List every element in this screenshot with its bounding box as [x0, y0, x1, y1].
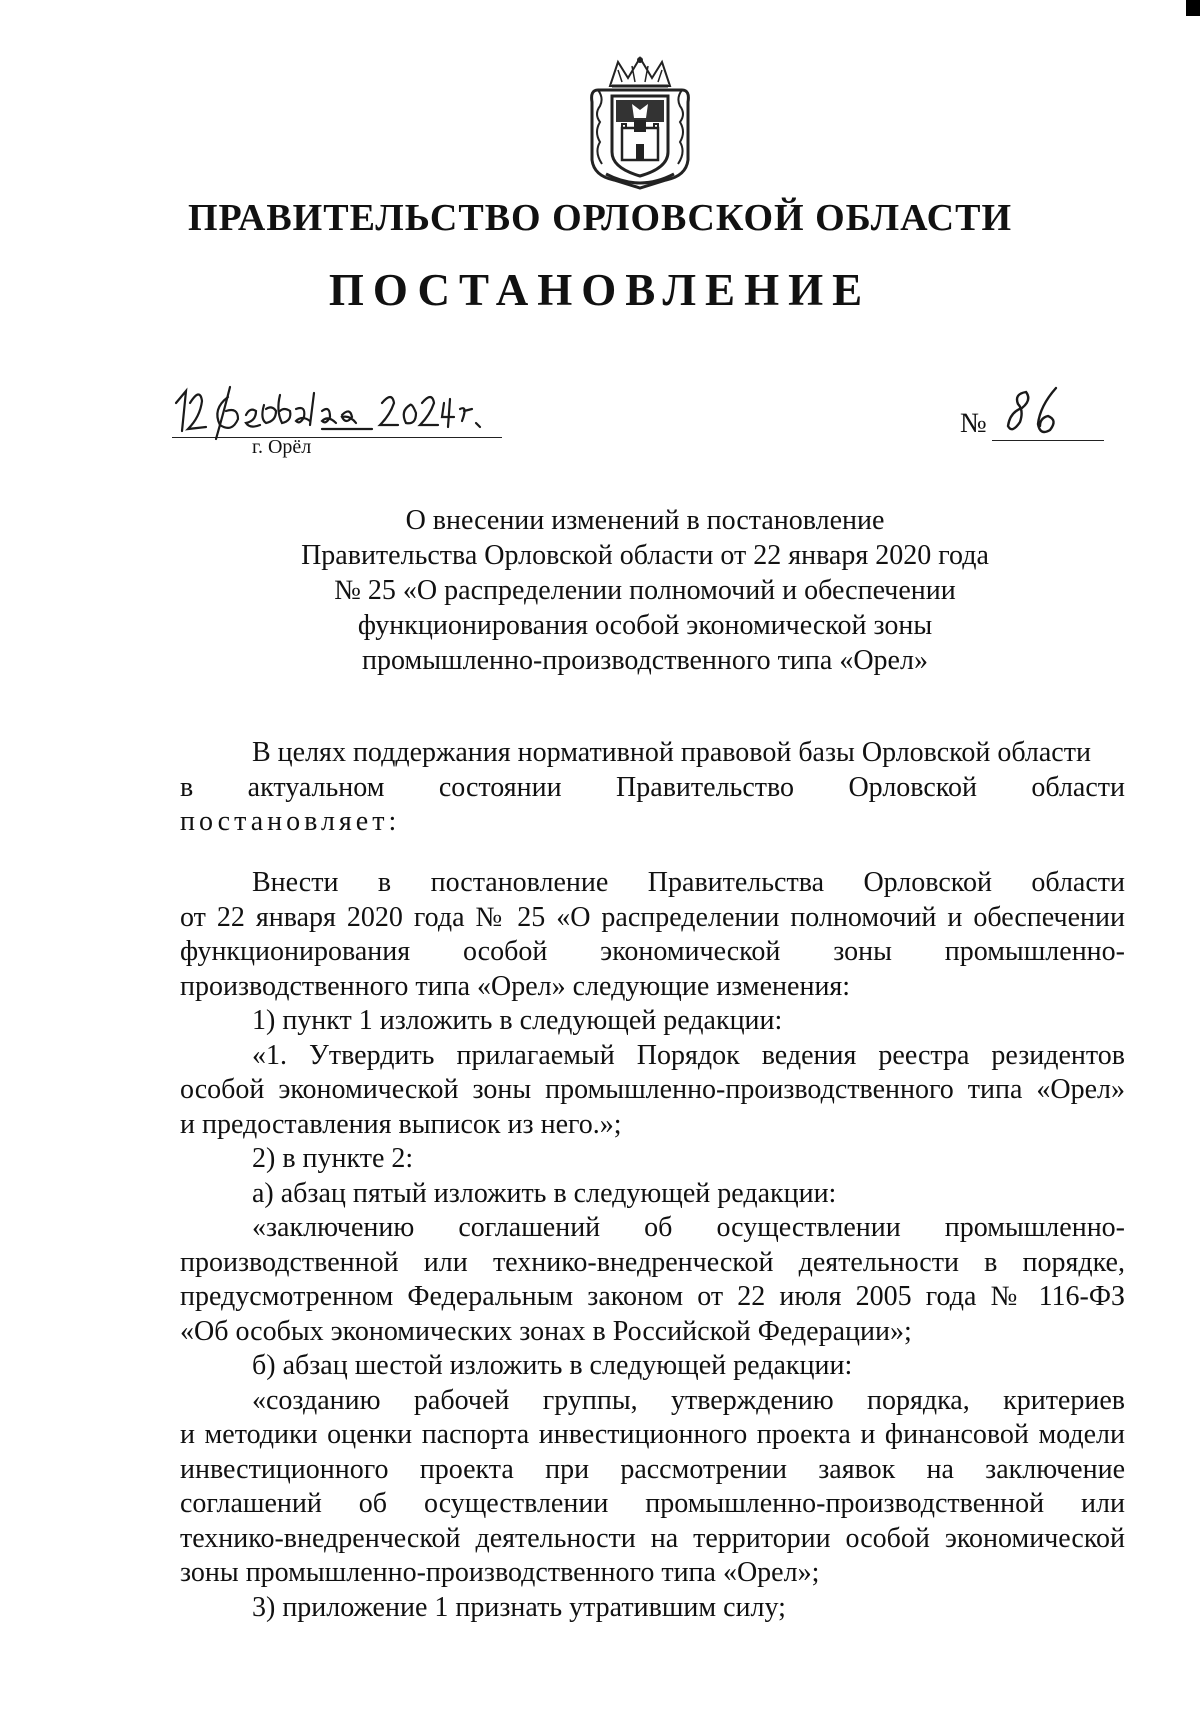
body-line: производственной или технико-внедренческой деятельности в порядке,	[180, 1246, 1125, 1278]
body-line: «заключению соглашений об осуществлении промышленно-	[252, 1212, 1125, 1243]
body-line: Внести в постановление Правительства Орловской области	[252, 867, 1125, 898]
body-line: «созданию рабочей группы, утверждению порядка, критериев	[252, 1384, 1125, 1416]
city-label: г. Орёл	[252, 436, 312, 458]
body-line: соглашений об осуществлении промышленно-производственной или	[180, 1488, 1125, 1519]
date-underline	[172, 437, 502, 438]
list-item: 2) в пункте 2:	[252, 1143, 414, 1174]
document-subject	[200, 503, 1090, 678]
resolution-body	[180, 866, 1125, 1625]
preamble-line: в актуальном состоянии Правительство Орловской области	[180, 771, 1125, 803]
subject-line: О внесении изменений в постановление	[405, 505, 885, 536]
number-label: №	[960, 408, 987, 439]
body-line: особой экономической зоны промышленно-производственного типа «Орел»	[180, 1074, 1125, 1105]
list-item: 1) пункт 1 изложить в следующей редакции:	[252, 1005, 783, 1036]
resolves-word: постановляет:	[180, 806, 401, 837]
organization-title: ПРАВИТЕЛЬСТВО ОРЛОВСКОЙ ОБЛАСТИ	[187, 197, 1013, 239]
body-line: технико-внедренческой деятельности на территории особой экономической	[180, 1522, 1125, 1554]
body-line: инвестиционного проекта при рассмотрении заявок на заключение	[180, 1453, 1125, 1485]
handwritten-date	[172, 381, 492, 445]
body-line: функционирования особой экономической зоны промышленно-	[180, 936, 1125, 967]
body-line: предусмотренном Федеральным законом от 22 июля 2005 года № 116-ФЗ	[180, 1281, 1125, 1312]
body-line: и методики оценки паспорта инвестиционного проекта и финансовой модели	[180, 1419, 1125, 1450]
body-line: «Об особых экономических зонах в Российской Федерации»;	[180, 1315, 912, 1347]
document-type-title: ПОСТАНОВЛЕНИЕ	[328, 265, 872, 315]
subject-line: № 25 «О распределении полномочий и обеспечении	[334, 575, 956, 606]
body-line: и предоставления выписок из него.»;	[180, 1108, 622, 1140]
number-underline	[992, 440, 1104, 441]
preamble	[180, 736, 1125, 840]
subject-line: промышленно-производственного типа «Орел»	[362, 645, 928, 676]
body-line: производственного типа «Орел» следующие изменения:	[180, 970, 851, 1002]
coat-of-arms-emblem	[588, 56, 692, 190]
body-line: зоны промышленно-производственного типа «Орел»;	[180, 1557, 820, 1588]
scan-corner-mark	[1186, 0, 1200, 16]
list-item: б) абзац шестой изложить в следующей редакции:	[252, 1350, 853, 1381]
body-line: «1. Утвердить прилагаемый Порядок ведения реестра резидентов	[252, 1039, 1125, 1071]
list-item: 3) приложение 1 признать утратившим силу;	[252, 1591, 786, 1623]
subject-line: функционирования особой экономической зоны	[357, 610, 933, 641]
preamble-line: В целях поддержания нормативной правовой базы Орловской области	[252, 737, 1091, 768]
list-item: а) абзац пятый изложить в следующей редакции:	[252, 1177, 837, 1209]
subject-line: Правительства Орловской области от 22 января 2020 года	[301, 540, 989, 571]
handwritten-number	[1000, 382, 1080, 442]
body-line: от 22 января 2020 года № 25 «О распределении полномочий и обеспечении	[180, 901, 1125, 933]
